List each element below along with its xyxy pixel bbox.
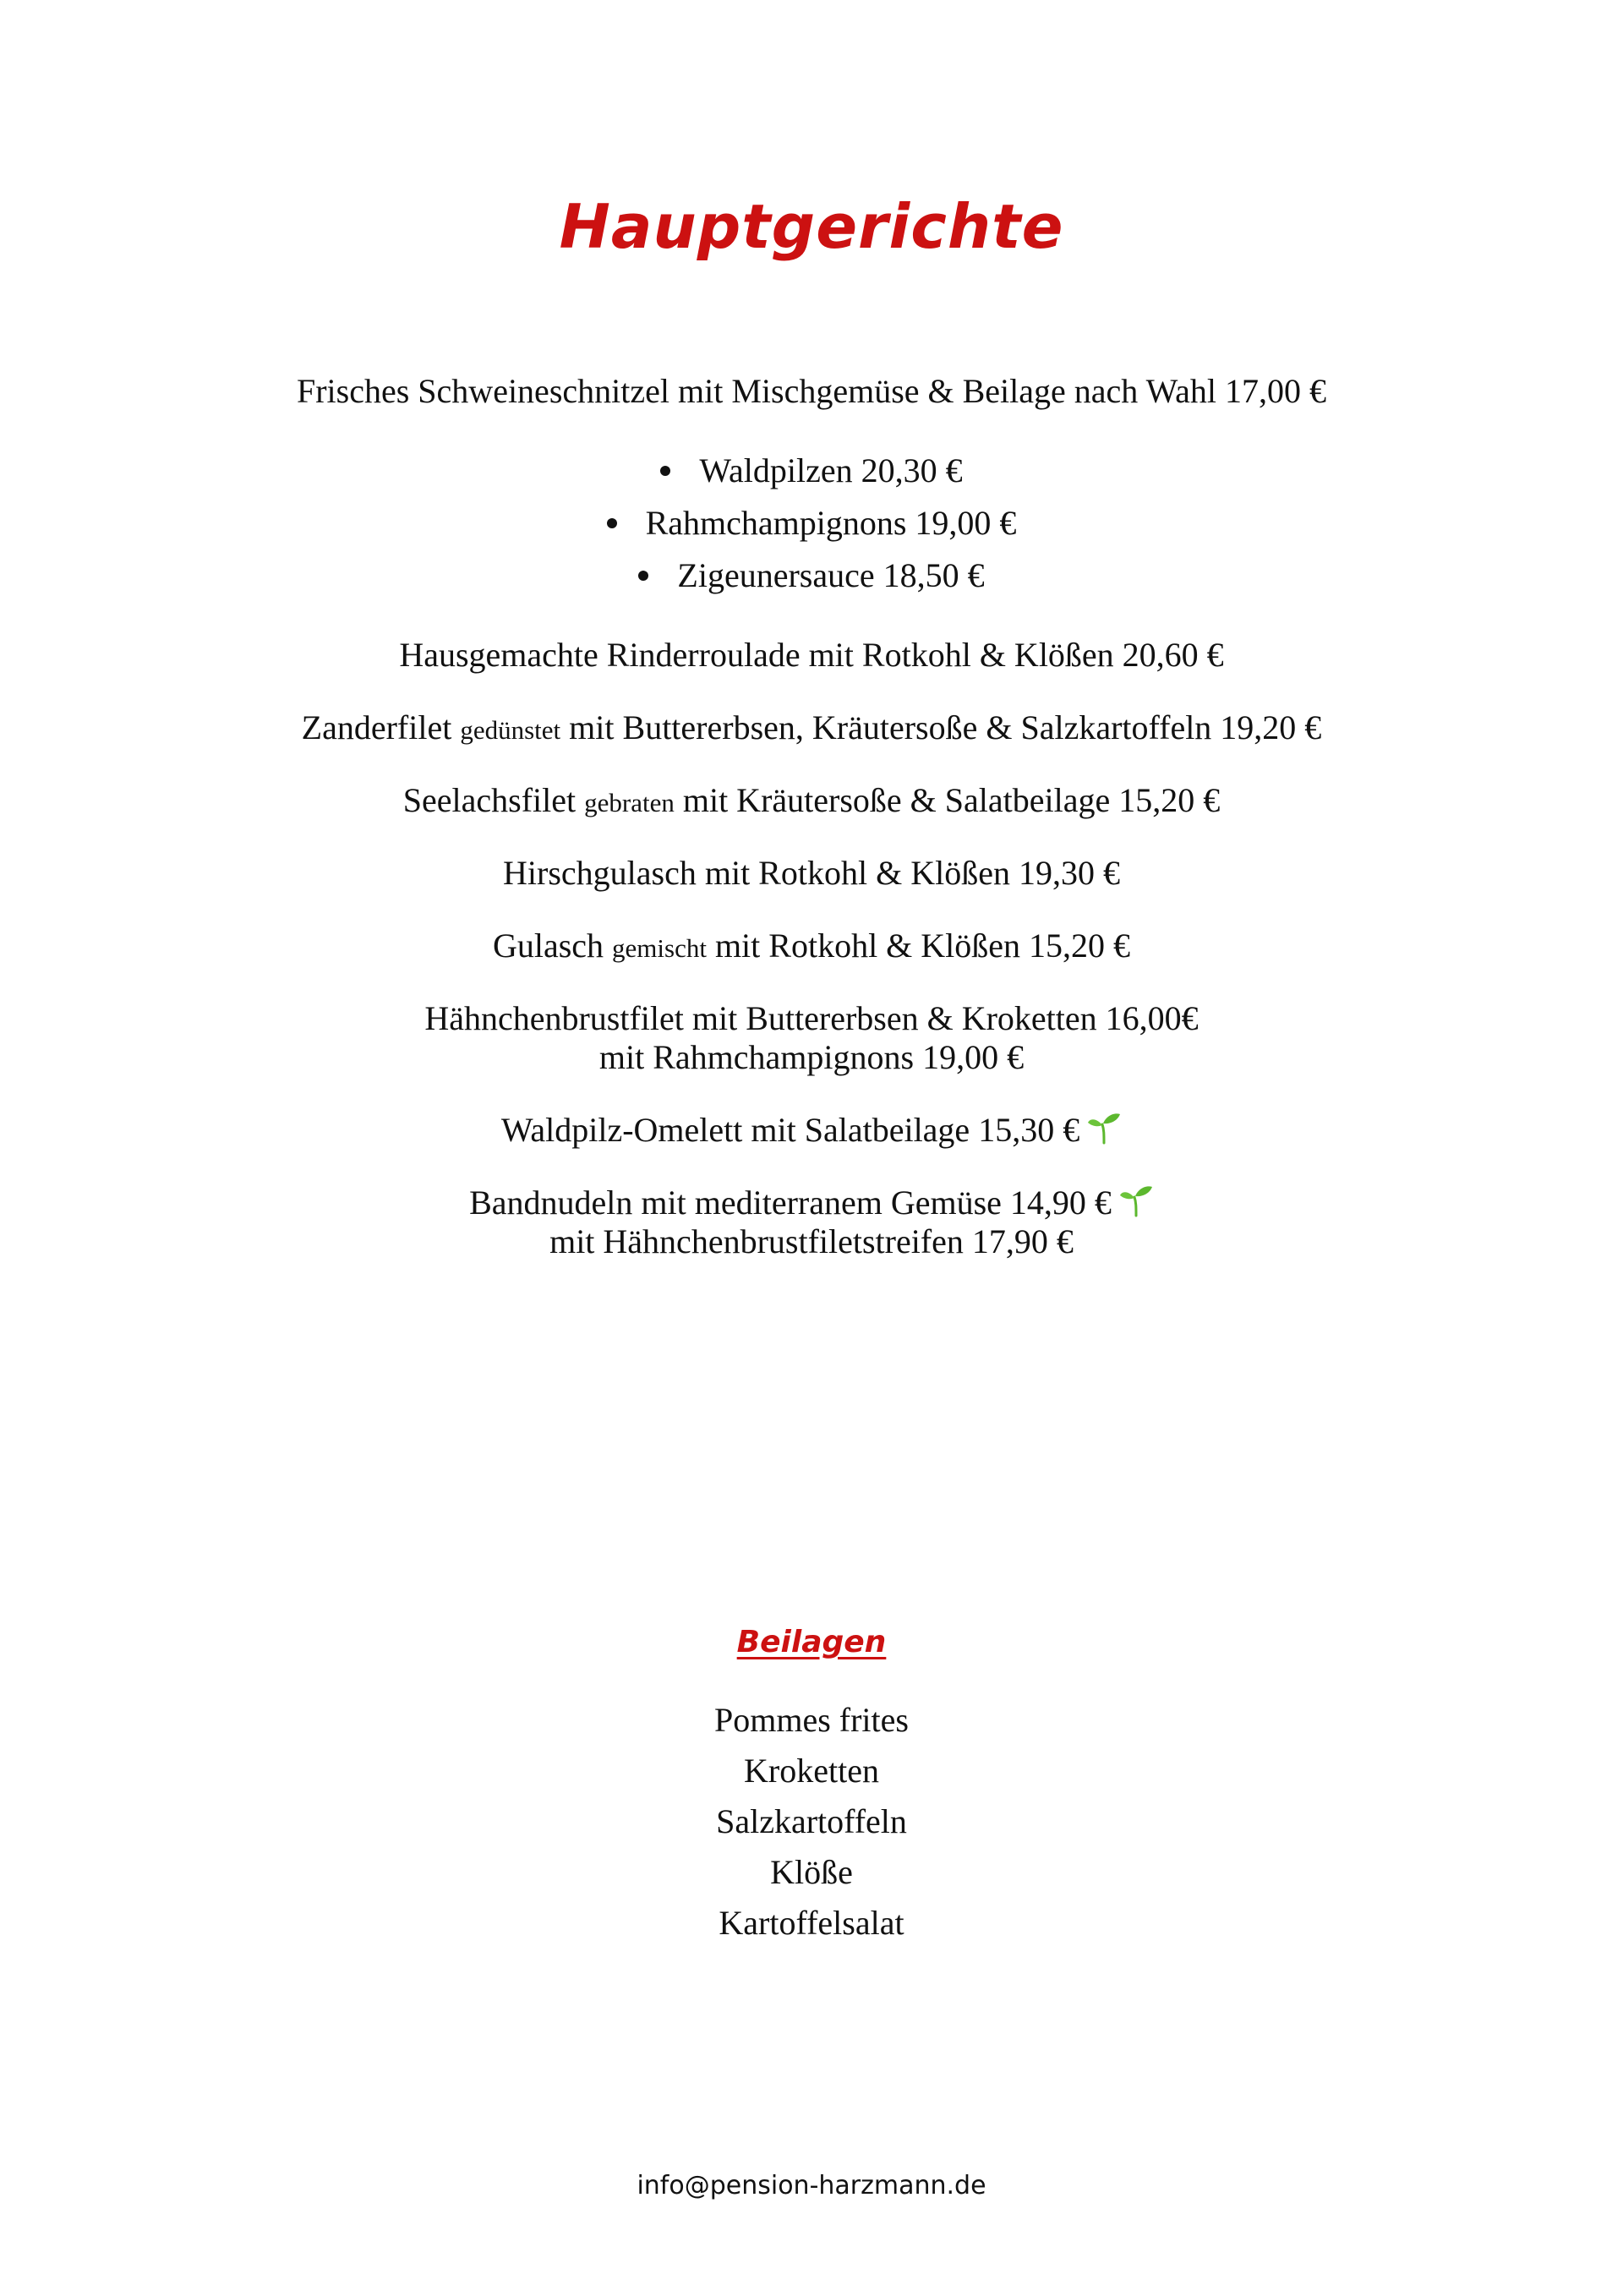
- side-item: Pommes frites: [714, 1701, 909, 1739]
- schnitzel-option-text: Zigeunersauce 18,50 €: [677, 556, 985, 594]
- dish-zander-name: Zanderfilet: [301, 708, 461, 746]
- dish-zander-preparation: gedünstet: [460, 715, 561, 745]
- dish-seelachs: [0, 781, 1623, 820]
- main-dishes-list: [0, 372, 1623, 1295]
- dish-rinderroulade: [0, 636, 1623, 675]
- sprout-icon: [1086, 1111, 1122, 1145]
- dish-omelett: [0, 1111, 1623, 1150]
- schnitzel-option-text: Waldpilzen 20,30 €: [699, 451, 963, 489]
- sides-list: [0, 1695, 1623, 1949]
- dish-haehnchen: [0, 999, 1623, 1077]
- dish-gulasch-name: Gulasch: [492, 927, 613, 965]
- dish-bandnudeln-line: [0, 1184, 1623, 1222]
- dish-rinderroulade-text: Hausgemachte Rinderroulade mit Rotkohl & Klößen 20,60 €: [399, 636, 1224, 674]
- dish-zander: [0, 708, 1623, 747]
- dish-zander-text: [0, 708, 1623, 747]
- dish-seelachs-details: mit Kräutersoße & Salatbeilage 15,20 €: [674, 781, 1221, 819]
- dish-seelachs-text: [0, 781, 1623, 820]
- dish-gulasch: [0, 927, 1623, 965]
- schnitzel-option: [0, 497, 1623, 549]
- dish-gulasch-text: [0, 927, 1623, 965]
- schnitzel-option: [0, 445, 1623, 497]
- dish-gulasch-preparation: gemischt: [612, 933, 707, 963]
- dish-gulasch-details: mit Rotkohl & Klößen 15,20 €: [706, 927, 1131, 965]
- side-item: Klöße: [770, 1853, 853, 1891]
- dish-bandnudeln-text: Bandnudeln mit mediterranem Gemüse 14,90 €: [469, 1184, 1112, 1222]
- sides-title: Beilagen: [736, 1625, 887, 1659]
- dish-haehnchen-text: Hähnchenbrustfilet mit Buttererbsen & Kroketten 16,00€: [424, 999, 1199, 1037]
- dish-hirschgulasch-text: Hirschgulasch mit Rotkohl & Klößen 19,30 €: [503, 854, 1120, 892]
- dish-seelachs-preparation: gebraten: [584, 788, 675, 817]
- dish-zander-details: mit Buttererbsen, Kräutersoße & Salzkartoffeln 19,20 €: [560, 708, 1322, 746]
- bullet-icon: [638, 571, 648, 581]
- dish-bandnudeln: [0, 1184, 1623, 1261]
- sprout-icon: [1118, 1184, 1154, 1217]
- schnitzel-option-text: Rahmchampignons 19,00 €: [645, 504, 1017, 542]
- side-item: Kroketten: [744, 1752, 879, 1790]
- dish-seelachs-name: Seelachsfilet: [402, 781, 585, 819]
- dish-omelett-text: Waldpilz-Omelett mit Salatbeilage 15,30 €: [500, 1111, 1080, 1149]
- dish-schnitzel-text: Frisches Schweineschnitzel mit Mischgemüse & Beilage nach Wahl 17,00 €: [296, 372, 1326, 410]
- footer-email: info@pension-harzmann.de: [637, 2171, 986, 2200]
- dish-omelett-line: [0, 1111, 1623, 1150]
- dish-bandnudeln-option: mit Hähnchenbrustfiletstreifen 17,90 €: [549, 1222, 1074, 1260]
- schnitzel-options: [0, 445, 1623, 602]
- dish-schnitzel: [0, 372, 1623, 411]
- bullet-icon: [607, 518, 617, 528]
- side-item: Salzkartoffeln: [716, 1802, 907, 1840]
- bullet-icon: [660, 466, 670, 476]
- schnitzel-option: [0, 549, 1623, 602]
- page-title: Hauptgerichte: [559, 191, 1064, 262]
- dish-hirschgulasch: [0, 854, 1623, 893]
- side-item: Kartoffelsalat: [719, 1904, 904, 1942]
- dish-haehnchen-option: mit Rahmchampignons 19,00 €: [598, 1038, 1025, 1076]
